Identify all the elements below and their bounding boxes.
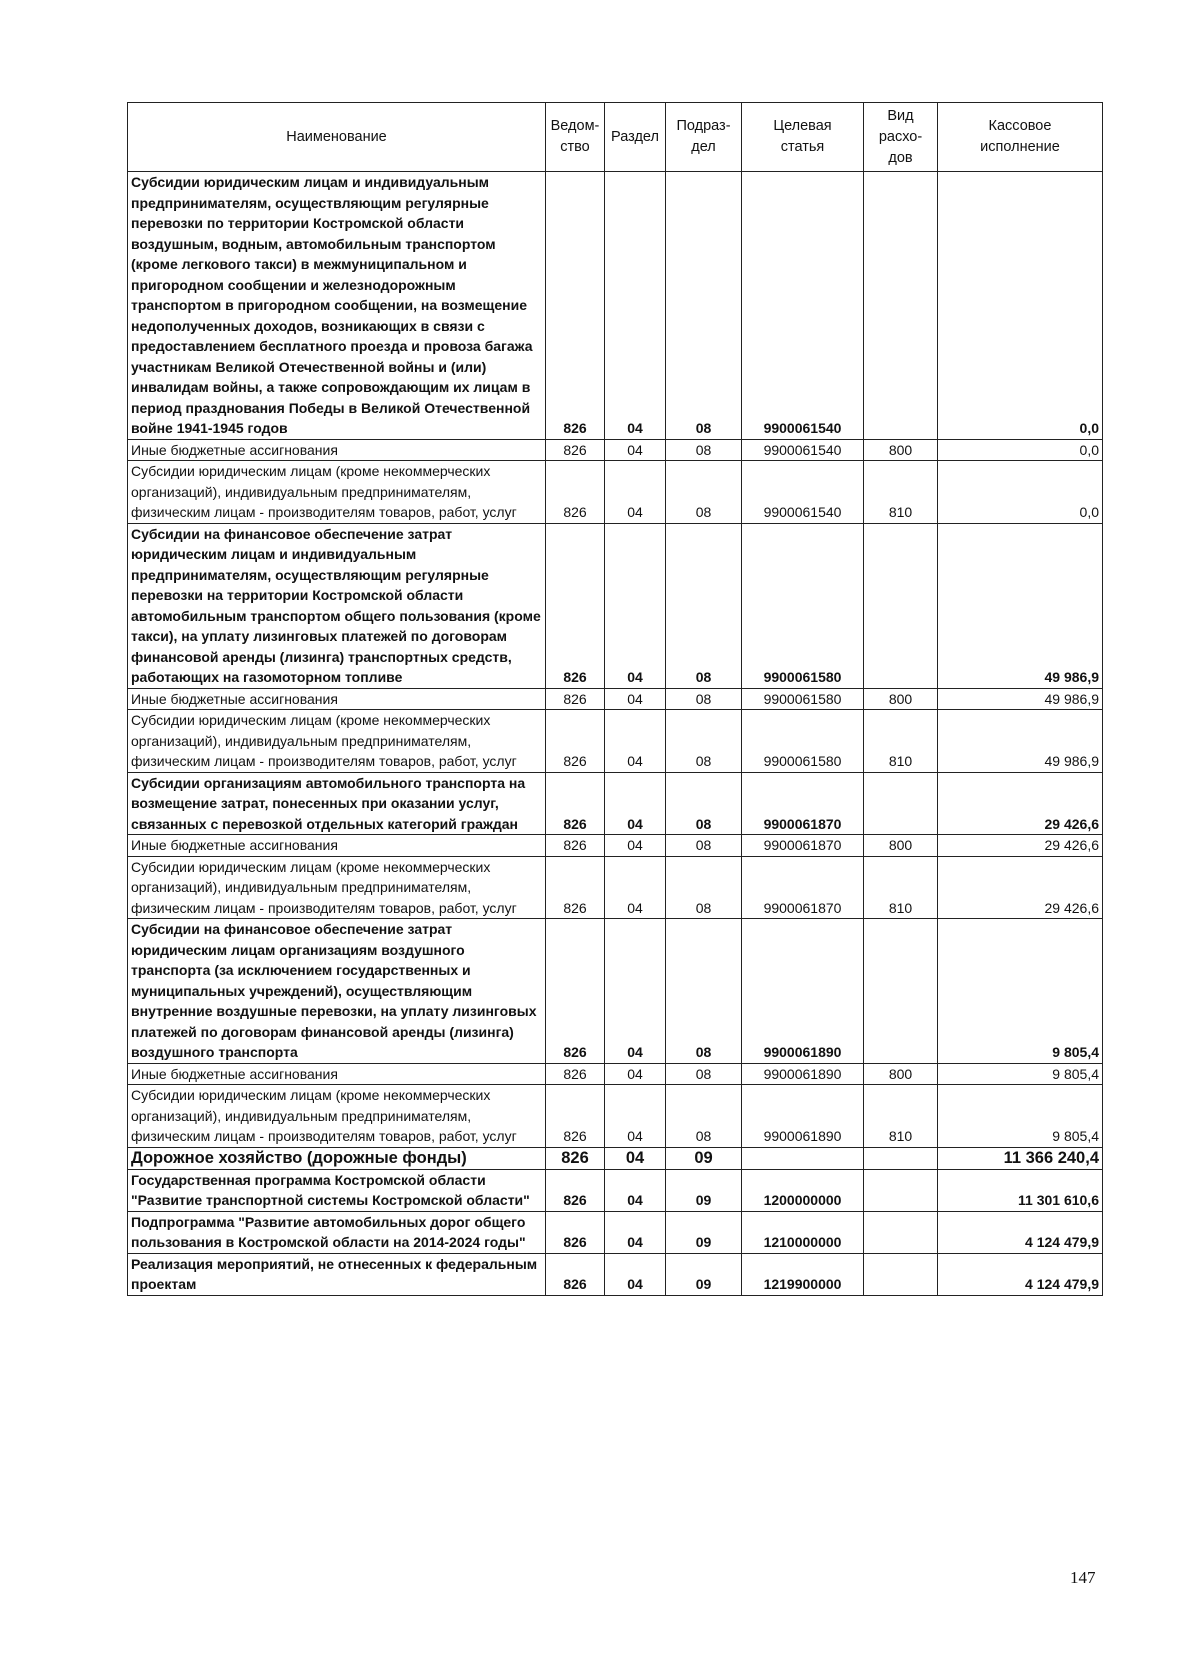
- row-target-article: [742, 1147, 864, 1169]
- row-cash-execution: 11 366 240,4: [938, 1147, 1103, 1169]
- row-target-article: 9900061870: [742, 835, 864, 857]
- row-target-article: 1210000000: [742, 1211, 864, 1253]
- row-subsection: 08: [666, 1085, 742, 1148]
- row-department: 826: [546, 1085, 605, 1148]
- row-department: 826: [546, 856, 605, 919]
- row-department: 826: [546, 1147, 605, 1169]
- table-row: [128, 1063, 1103, 1085]
- row-name: Подпрограмма "Развитие автомобильных дорог общего пользования в Костромской области на 2014-2024 годы": [128, 1211, 546, 1253]
- row-department: 826: [546, 919, 605, 1064]
- table-row: [128, 1169, 1103, 1211]
- row-department: 826: [546, 1169, 605, 1211]
- row-cash-execution: 4 124 479,9: [938, 1253, 1103, 1295]
- row-name: Субсидии юридическим лицам (кроме некоммерческих организаций), индивидуальным предпринимателям, физическим лицам - производителям товаров, работ, услуг: [128, 856, 546, 919]
- row-target-article: 9900061870: [742, 856, 864, 919]
- row-section: 04: [605, 919, 666, 1064]
- row-name: Иные бюджетные ассигнования: [128, 439, 546, 461]
- table-row: [128, 856, 1103, 919]
- row-target-article: 9900061890: [742, 1085, 864, 1148]
- row-expense-type: [864, 1253, 938, 1295]
- row-section: 04: [605, 523, 666, 688]
- document-page: [127, 102, 1102, 1296]
- row-expense-type: 810: [864, 461, 938, 524]
- header-name: Наименование: [128, 103, 546, 172]
- row-cash-execution: 29 426,6: [938, 856, 1103, 919]
- row-subsection: 08: [666, 461, 742, 524]
- row-target-article: 9900061580: [742, 523, 864, 688]
- row-expense-type: 810: [864, 1085, 938, 1148]
- row-name: Реализация мероприятий, не отнесенных к федеральным проектам: [128, 1253, 546, 1295]
- row-name: Иные бюджетные ассигнования: [128, 835, 546, 857]
- row-department: 826: [546, 1063, 605, 1085]
- header-expense-type: Вид расхо- дов: [864, 103, 938, 172]
- table-body: [128, 172, 1103, 1296]
- row-expense-type: 810: [864, 856, 938, 919]
- row-subsection: 08: [666, 1063, 742, 1085]
- row-target-article: 9900061540: [742, 461, 864, 524]
- row-department: 826: [546, 688, 605, 710]
- row-expense-type: 800: [864, 1063, 938, 1085]
- table-row: [128, 919, 1103, 1064]
- row-expense-type: [864, 1147, 938, 1169]
- table-row: [128, 172, 1103, 440]
- table-row: [128, 439, 1103, 461]
- row-section: 04: [605, 1211, 666, 1253]
- row-expense-type: [864, 1169, 938, 1211]
- row-section: 04: [605, 772, 666, 835]
- row-expense-type: [864, 172, 938, 440]
- row-expense-type: [864, 1211, 938, 1253]
- row-expense-type: 800: [864, 688, 938, 710]
- row-subsection: 08: [666, 856, 742, 919]
- row-department: 826: [546, 1253, 605, 1295]
- row-cash-execution: 49 986,9: [938, 523, 1103, 688]
- row-subsection: 09: [666, 1169, 742, 1211]
- row-cash-execution: 9 805,4: [938, 1063, 1103, 1085]
- row-department: 826: [546, 461, 605, 524]
- row-name: Государственная программа Костромской области "Развитие транспортной системы Костромской области": [128, 1169, 546, 1211]
- row-section: 04: [605, 1253, 666, 1295]
- row-department: 826: [546, 772, 605, 835]
- row-target-article: 9900061890: [742, 919, 864, 1064]
- row-target-article: 1219900000: [742, 1253, 864, 1295]
- table-row: [128, 461, 1103, 524]
- row-name: Иные бюджетные ассигнования: [128, 688, 546, 710]
- table-row: [128, 688, 1103, 710]
- table-row: [128, 710, 1103, 773]
- row-name: Субсидии юридическим лицам (кроме некоммерческих организаций), индивидуальным предпринимателям, физическим лицам - производителям товаров, работ, услуг: [128, 710, 546, 773]
- row-subsection: 09: [666, 1211, 742, 1253]
- row-name: Субсидии юридическим лицам (кроме некоммерческих организаций), индивидуальным предпринимателям, физическим лицам - производителям товаров, работ, услуг: [128, 461, 546, 524]
- row-name: Иные бюджетные ассигнования: [128, 1063, 546, 1085]
- row-cash-execution: 11 301 610,6: [938, 1169, 1103, 1211]
- row-department: 826: [546, 172, 605, 440]
- row-section: 04: [605, 1085, 666, 1148]
- row-name: Субсидии на финансовое обеспечение затрат юридическим лицам организациям воздушного транспорта (за исключением государственных и муниципальных учреждений), осуществляющим внутренние воздушные перевозки, на уплату лизинговых платежей по договорам финансовой аренды (лизинга) воздушного транспорта: [128, 919, 546, 1064]
- row-cash-execution: 0,0: [938, 172, 1103, 440]
- row-subsection: 08: [666, 919, 742, 1064]
- row-section: 04: [605, 1169, 666, 1211]
- row-section: 04: [605, 710, 666, 773]
- table-row: [128, 1085, 1103, 1148]
- row-cash-execution: 0,0: [938, 439, 1103, 461]
- row-subsection: 08: [666, 710, 742, 773]
- row-target-article: 9900061540: [742, 439, 864, 461]
- row-cash-execution: 4 124 479,9: [938, 1211, 1103, 1253]
- row-cash-execution: 49 986,9: [938, 688, 1103, 710]
- row-section: 04: [605, 172, 666, 440]
- row-subsection: 08: [666, 523, 742, 688]
- row-section: 04: [605, 856, 666, 919]
- row-target-article: 1200000000: [742, 1169, 864, 1211]
- row-cash-execution: 9 805,4: [938, 1085, 1103, 1148]
- table-header-row: [128, 103, 1103, 172]
- row-subsection: 08: [666, 772, 742, 835]
- row-subsection: 08: [666, 172, 742, 440]
- row-department: 826: [546, 439, 605, 461]
- page-number: 147: [1070, 1568, 1096, 1587]
- row-target-article: 9900061580: [742, 688, 864, 710]
- table-row: [128, 1211, 1103, 1253]
- row-section: 04: [605, 688, 666, 710]
- row-cash-execution: 49 986,9: [938, 710, 1103, 773]
- row-section: 04: [605, 835, 666, 857]
- header-subsection: Подраз- дел: [666, 103, 742, 172]
- table-row: [128, 835, 1103, 857]
- header-cash-execution: Кассовое исполнение: [938, 103, 1103, 172]
- row-department: 826: [546, 1211, 605, 1253]
- row-name: Субсидии юридическим лицам и индивидуальным предпринимателям, осуществляющим регулярные перевозки по территории Костромской области воздушным, водным, автомобильным транспортом (кроме легкового такси) в межмуниципальном и пригородном сообщении и железнодорожным транспортом в пригородном сообщении, на возмещение недополученных доходов, возникающих в связи с предоставлением бесплатного проезда и провоза багажа участникам Великой Отечественной войны и (или) инвалидам войны, а также сопровождающим их лицам в период празднования Победы в Великой Отечественной войне 1941-1945 годов: [128, 172, 546, 440]
- row-department: 826: [546, 710, 605, 773]
- table-row: [128, 1147, 1103, 1169]
- row-cash-execution: 9 805,4: [938, 919, 1103, 1064]
- header-department: Ведом- ство: [546, 103, 605, 172]
- row-expense-type: 810: [864, 710, 938, 773]
- row-target-article: 9900061870: [742, 772, 864, 835]
- row-cash-execution: 0,0: [938, 461, 1103, 524]
- row-name: Субсидии на финансовое обеспечение затрат юридическим лицам и индивидуальным предпринимателям, осуществляющим регулярные перевозки на территории Костромской области автомобильным транспортом общего пользования (кроме такси), на уплату лизинговых платежей по договорам финансовой аренды (лизинга) транспортных средств, работающих на газомоторном топливе: [128, 523, 546, 688]
- row-subsection: 08: [666, 439, 742, 461]
- row-cash-execution: 29 426,6: [938, 835, 1103, 857]
- row-name: Дорожное хозяйство (дорожные фонды): [128, 1147, 546, 1169]
- row-target-article: 9900061580: [742, 710, 864, 773]
- row-target-article: 9900061890: [742, 1063, 864, 1085]
- row-subsection: 08: [666, 835, 742, 857]
- row-target-article: 9900061540: [742, 172, 864, 440]
- header-section: Раздел: [605, 103, 666, 172]
- table-row: [128, 523, 1103, 688]
- row-section: 04: [605, 1063, 666, 1085]
- row-section: 04: [605, 439, 666, 461]
- row-expense-type: 800: [864, 835, 938, 857]
- row-subsection: 09: [666, 1253, 742, 1295]
- row-section: 04: [605, 1147, 666, 1169]
- row-department: 826: [546, 835, 605, 857]
- row-name: Субсидии юридическим лицам (кроме некоммерческих организаций), индивидуальным предпринимателям, физическим лицам - производителям товаров, работ, услуг: [128, 1085, 546, 1148]
- row-expense-type: [864, 523, 938, 688]
- row-expense-type: [864, 772, 938, 835]
- row-cash-execution: 29 426,6: [938, 772, 1103, 835]
- row-subsection: 08: [666, 688, 742, 710]
- table-row: [128, 1253, 1103, 1295]
- header-target-article: Целевая статья: [742, 103, 864, 172]
- row-department: 826: [546, 523, 605, 688]
- table-row: [128, 772, 1103, 835]
- row-name: Субсидии организациям автомобильного транспорта на возмещение затрат, понесенных при оказании услуг, связанных с перевозкой отдельных категорий граждан: [128, 772, 546, 835]
- row-subsection: 09: [666, 1147, 742, 1169]
- budget-execution-table: [127, 102, 1103, 1296]
- row-expense-type: 800: [864, 439, 938, 461]
- row-section: 04: [605, 461, 666, 524]
- row-expense-type: [864, 919, 938, 1064]
